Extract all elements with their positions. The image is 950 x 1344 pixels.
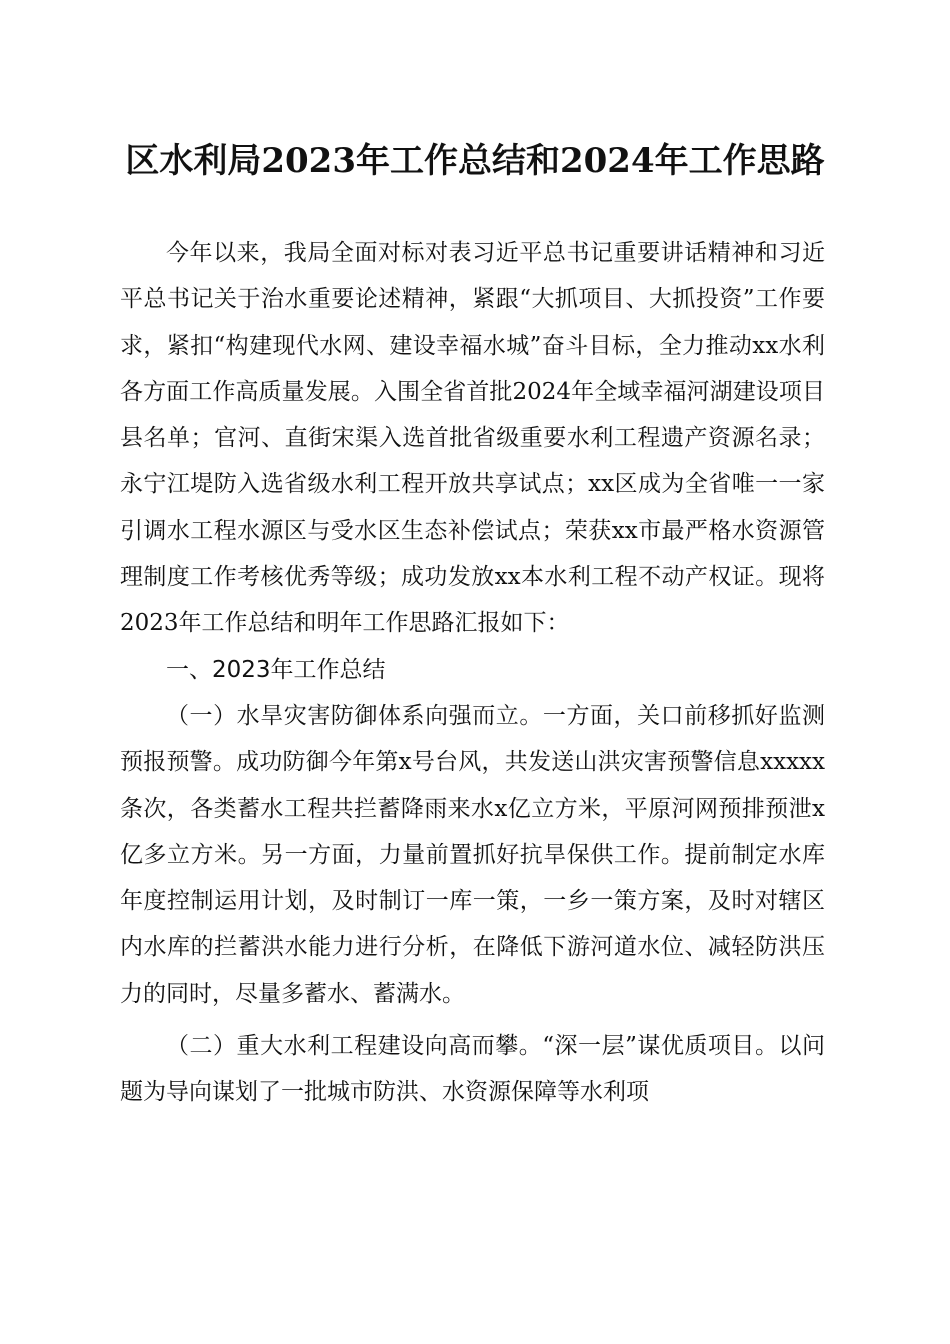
subsection-paragraph-2: （二）重大水利工程建设向高而攀。“深一层”谋优质项目。以问题为导向谋划了一批城市防洪、水资源保障等水利项 (120, 1033, 825, 1106)
subsection-paragraph-1: （一）水旱灾害防御体系向强而立。一方面，关口前移抓好监测预报预警。成功防御今年第x号台风，共发送山洪灾害预警信息xxxxx条次，各类蓄水工程共拦蓄降雨来水x亿立方米，平原河网预排预泄x亿多立方米。另一方面，力量前置抓好抗旱保供工作。提前制定水库年度控制运用计划，及时制订一库一策，一乡一策方案，及时对辖区内水库的拦蓄洪水能力进行分析，在降低下游河道水位、减轻防洪压力的同时，尽量多蓄水、蓄满水。 (120, 702, 825, 1007)
document-title: 区水利局2023年工作总结和2024年工作思路 (125, 141, 825, 181)
document-body (120, 230, 825, 1116)
section-heading: 一、2023年工作总结 (166, 656, 386, 683)
intro-paragraph: 今年以来，我局全面对标对表习近平总书记重要讲话精神和习近平总书记关于治水重要论述精神，紧跟“大抓项目、大抓投资”工作要求，紧扣“构建现代水网、建设幸福水城”奋斗目标，全力推动xx水利各方面工作高质量发展。入围全省首批2024年全域幸福河湖建设项目县名单；官河、直街宋渠入选首批省级重要水利工程遗产资源名录；永宁江堤防入选省级水利工程开放共享试点；xx区成为全省唯一一家引调水工程水源区与受水区生态补偿试点；荣获xx市最严格水资源管理制度工作考核优秀等级；成功发放xx本水利工程不动产权证。现将2023年工作总结和明年工作思路汇报如下： (120, 240, 825, 637)
